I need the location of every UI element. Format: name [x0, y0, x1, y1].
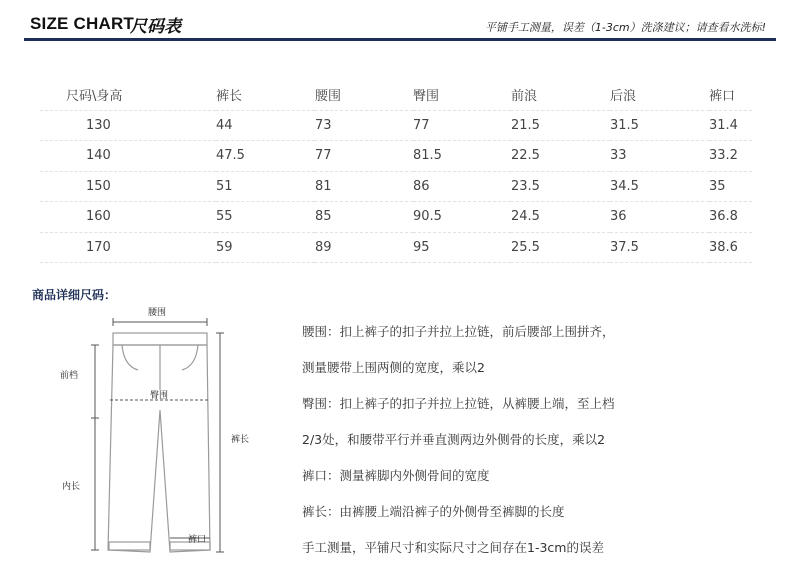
header-length: 裤长 [216, 89, 243, 105]
header-hip: 臀围 [413, 89, 440, 105]
table-row [40, 202, 752, 233]
instruction-line: 手工测量，平铺尺寸和实际尺寸之间存在1-3cm的误差 [302, 540, 604, 555]
instruction-line: 测量腰带上围两侧的宽度，乘以2 [302, 360, 485, 375]
instruction-line: 裤长：由裤腰上端沿裤子的外侧骨至裤脚的长度 [302, 504, 565, 519]
table-row [40, 171, 752, 202]
table-cell: 23.5 [511, 178, 540, 194]
table-cell: 160 [86, 209, 111, 225]
table-cell: 21.5 [511, 117, 540, 133]
label-inseam: 内长 [62, 482, 81, 492]
table-cell: 89 [315, 239, 332, 255]
table-cell: 59 [216, 239, 233, 255]
detail-section-title: 商品详细尺码： [32, 288, 117, 302]
table-cell: 22.5 [511, 148, 540, 164]
pants-outline [108, 333, 210, 552]
instruction-line: 腰围：扣上裤子的扣子并拉上拉链，前后腰部上围拼齐， [302, 324, 615, 339]
instruction-line: 裤口：测量裤脚内外侧骨间的宽度 [302, 468, 490, 483]
label-front-rise: 前档 [60, 371, 79, 381]
header-back-rise: 后浪 [610, 89, 637, 105]
table-cell: 130 [86, 117, 111, 133]
table-cell: 55 [216, 209, 233, 225]
table-cell: 90.5 [413, 209, 442, 225]
left-cuff [109, 542, 150, 550]
table-cell: 36 [610, 209, 627, 225]
table-cell: 150 [86, 178, 111, 194]
header-leg-opening: 裤口 [709, 89, 736, 105]
header-size-height: 尺码\身高 [66, 89, 123, 105]
title-english: SIZE CHART [30, 14, 134, 33]
table-cell: 170 [86, 239, 111, 255]
table-cell: 77 [413, 117, 430, 133]
table-cell: 81 [315, 178, 332, 194]
table-cell: 47.5 [216, 148, 245, 164]
label-waist: 腰围 [148, 308, 167, 318]
table-row [40, 232, 752, 263]
left-pocket [122, 345, 138, 370]
table-header-row [40, 80, 752, 110]
table-cell: 51 [216, 178, 233, 194]
label-leg-opening: 裤口 [188, 535, 207, 545]
table-row [40, 110, 752, 141]
pants-measurement-diagram [50, 300, 260, 580]
pants-body [108, 345, 210, 552]
label-length: 裤长 [231, 435, 250, 445]
table-cell: 86 [413, 178, 430, 194]
table-cell: 33 [610, 148, 627, 164]
header-divider [24, 38, 776, 41]
table-cell: 33.2 [709, 148, 738, 164]
header-front-rise: 前浪 [511, 89, 538, 105]
table-cell: 24.5 [511, 209, 540, 225]
table-cell: 35 [709, 178, 726, 194]
header-waist: 腰围 [315, 89, 342, 105]
table-cell: 37.5 [610, 239, 639, 255]
right-pocket [182, 345, 198, 370]
table-cell: 44 [216, 117, 233, 133]
table-cell: 140 [86, 148, 111, 164]
table-cell: 95 [413, 239, 430, 255]
waistband [113, 333, 207, 345]
header [0, 0, 790, 44]
measurement-note: 平铺手工测量，误差（1-3cm）洗涤建议；请查看水洗标! [484, 21, 766, 34]
table-cell: 77 [315, 148, 332, 164]
table-cell: 81.5 [413, 148, 442, 164]
table-row [40, 141, 752, 172]
instruction-line: 臀围：扣上裤子的扣子并拉上拉链，从裤腰上端，至上档 [302, 396, 615, 411]
table-cell: 31.4 [709, 117, 738, 133]
title-chinese: 尺码表 [130, 17, 181, 37]
table-cell: 25.5 [511, 239, 540, 255]
table-cell: 36.8 [709, 209, 738, 225]
label-hip: 臀围 [150, 391, 169, 401]
table-cell: 85 [315, 209, 332, 225]
table-cell: 34.5 [610, 178, 639, 194]
table-cell: 31.5 [610, 117, 639, 133]
table-cell: 38.6 [709, 239, 738, 255]
measurement-instructions [302, 322, 772, 574]
size-table [40, 80, 752, 263]
instruction-line: 2/3处，和腰带平行并垂直测两边外侧骨的长度，乘以2 [302, 432, 606, 447]
table-cell: 73 [315, 117, 332, 133]
